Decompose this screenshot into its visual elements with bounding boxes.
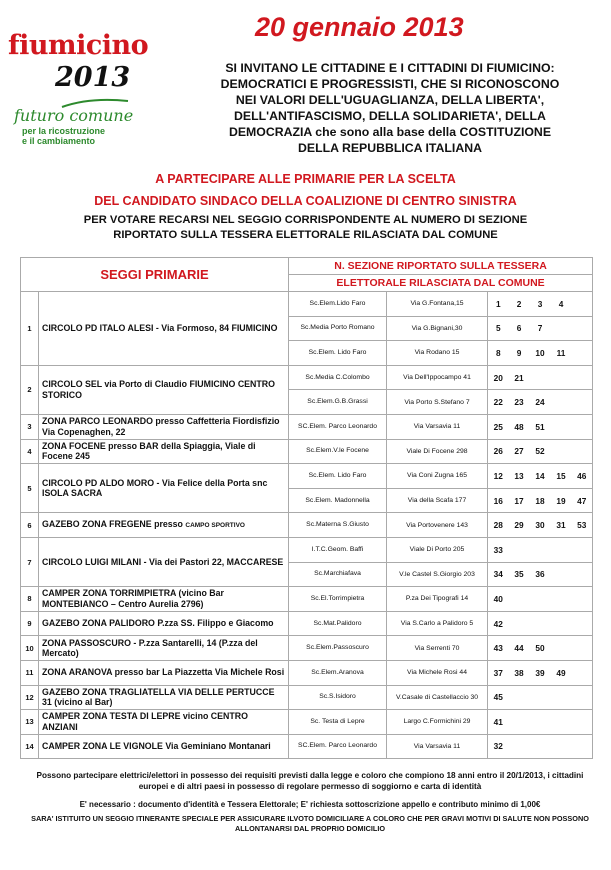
section-number: 16: [488, 488, 509, 513]
section-number: 52: [530, 439, 551, 464]
school-name: Sc.Elem.Aranova: [289, 660, 387, 685]
seggio-number: 13: [21, 710, 39, 735]
section-number: 21: [509, 365, 530, 390]
school-name: I.T.C.Geom. Baffi: [289, 537, 387, 562]
section-number: 45: [488, 685, 509, 710]
section-number: 12: [488, 464, 509, 489]
seggio-location-text: ZONA PARCO LEONARDO presso Caffetteria Fiordisfizio Via Copenaghen, 22: [42, 416, 280, 437]
seggio-number: 2: [21, 365, 39, 414]
intro-line: NEI VALORI DELL'UGUAGLIANZA, DELLA LIBERTA',: [235, 93, 545, 107]
seggio-location: [39, 734, 289, 759]
seggio-location-text: CIRCOLO PD ITALO ALESI - Via Formoso, 84 FIUMICINO: [42, 323, 278, 334]
table-row: [21, 710, 593, 735]
school-address: Via Dell'Ippocampo 41: [387, 365, 488, 390]
intro-line: DEMOCRATICI E PROGRESSISTI, CHE SI RICONOSCONO: [220, 77, 560, 91]
section-number: 41: [488, 710, 509, 735]
seggio-number: 8: [21, 587, 39, 612]
school-name: Sc.Elem.V.le Focene: [289, 439, 387, 464]
seggio-location: [39, 414, 289, 439]
section-number: [530, 734, 551, 759]
intro-line: DELL'ANTIFASCISMO, DELLA SOLIDARIETA', DELLA: [234, 109, 546, 123]
seggio-number: 9: [21, 611, 39, 636]
school-name: Sc.El.Torrimpietra: [289, 587, 387, 612]
section-number: [572, 390, 593, 415]
section-number: 10: [530, 341, 551, 366]
section-number: [509, 587, 530, 612]
section-number: [572, 537, 593, 562]
school-address: Via G.Fontana,15: [387, 292, 488, 317]
seggio-location: [39, 660, 289, 685]
section-number: [551, 562, 572, 587]
section-number: [509, 710, 530, 735]
section-number: [572, 341, 593, 366]
section-number: 26: [488, 439, 509, 464]
section-number: [509, 537, 530, 562]
intro-line: SI INVITANO LE CITTADINE E I CITTADINI DI FIUMICINO:: [225, 61, 555, 75]
school-name: SC.Elem. Parco Leonardo: [289, 734, 387, 759]
seggio-number: 6: [21, 513, 39, 538]
table-row: [21, 636, 593, 661]
seggi-table: [20, 257, 593, 759]
section-number: 48: [509, 414, 530, 439]
section-number: 44: [509, 636, 530, 661]
school-address: Via Michele Rosi 44: [387, 660, 488, 685]
seggio-location-text: CIRCOLO SEL via Porto di Claudio FIUMICINO CENTRO STORICO: [42, 379, 275, 400]
school-address: Via G.Bignani,30: [387, 316, 488, 341]
section-number: 8: [488, 341, 509, 366]
section-number: 31: [551, 513, 572, 538]
section-number: 37: [488, 660, 509, 685]
section-number: [572, 611, 593, 636]
section-number: [572, 587, 593, 612]
section-number: [572, 414, 593, 439]
intro-text: [175, 60, 605, 156]
seggio-location: [39, 537, 289, 586]
seggio-location-text: ZONA PASSOSCURO - P.zza Santarelli, 14 (P.zza del Mercato): [42, 637, 258, 659]
seggio-location-text: CAMPER ZONA TORRIMPIETRA (vicino Bar MONTEBIANCO – Centro Aurelia 2796): [42, 588, 224, 609]
seggio-location: [39, 636, 289, 661]
school-address: Via S.Carlo a Palidoro 5: [387, 611, 488, 636]
section-number: [530, 537, 551, 562]
intro-line: DEMOCRAZIA che sono alla base della COSTITUZIONE: [228, 125, 552, 139]
school-address: Viale Di Porto 205: [387, 537, 488, 562]
school-name: Sc. Testa di Lepre: [289, 710, 387, 735]
date-title: 20 gennaio 2013: [255, 12, 464, 42]
seggio-location: [39, 365, 289, 414]
section-number: 6: [509, 316, 530, 341]
section-number: [572, 660, 593, 685]
seggio-location-text: CAMPER ZONA LE VIGNOLE Via Geminiano Montanari: [42, 741, 271, 752]
section-number: [530, 611, 551, 636]
seggio-location: [39, 292, 289, 366]
footer-itinerant-seggio: SARA' ISTITUITO UN SEGGIO ITINERANTE SPECIALE PER ASSICURARE ILVOTO DOMICILIARE A COLORO CHE PER GRAVI MOTIVI DI SALUTE NON POSSONO ALLONTANARSI DAL PROPRIO DOMICILIO: [31, 814, 589, 833]
section-number: 30: [530, 513, 551, 538]
seggio-number: 11: [21, 660, 39, 685]
section-number: 29: [509, 513, 530, 538]
section-number: [509, 611, 530, 636]
seggio-location: [39, 513, 289, 538]
section-number: [572, 316, 593, 341]
section-number: 28: [488, 513, 509, 538]
seggio-number: 7: [21, 537, 39, 586]
seggio-number: 5: [21, 464, 39, 513]
school-name: Sc.Elem. Madonnella: [289, 488, 387, 513]
school-address: Via Varsavia 11: [387, 414, 488, 439]
school-name: Sc.Mat.Palidoro: [289, 611, 387, 636]
school-address: Via Coni Zugna 165: [387, 464, 488, 489]
section-number: [551, 636, 572, 661]
section-number: [572, 562, 593, 587]
table-header-sezione-2: ELETTORALE RILASCIATA DAL COMUNE: [289, 275, 593, 292]
section-number: 7: [530, 316, 551, 341]
section-number: 17: [509, 488, 530, 513]
school-address: P.za Dei Tipografi 14: [387, 587, 488, 612]
table-row: [21, 660, 593, 685]
instruction-line-2: RIPORTATO SULLA TESSERA ELETTORALE RILASCIATA DAL COMUNE: [113, 229, 498, 241]
seggio-number: 4: [21, 439, 39, 464]
logo-tagline-1: per la ricostruzione: [22, 126, 106, 136]
seggio-number: 12: [21, 685, 39, 710]
seggio-location-text: CAMPER ZONA TESTA DI LEPRE vicino CENTRO ANZIANI: [42, 711, 248, 732]
call-line-1: A PARTECIPARE ALLE PRIMARIE PER LA SCELTA: [155, 172, 456, 186]
school-address: Largo C.Formichini 29: [387, 710, 488, 735]
seggio-location-text: CIRCOLO LUIGI MILANI - Via dei Pastori 22, MACCARESE: [42, 556, 284, 567]
section-number: 50: [530, 636, 551, 661]
table-header-seggi: SEGGI PRIMARIE: [21, 258, 289, 292]
intro-line: DELLA REPUBBLICA ITALIANA: [298, 141, 482, 155]
section-number: 39: [530, 660, 551, 685]
section-number: [530, 710, 551, 735]
footer-requirements: E' necessario : documento d'identità e Tessera Elettorale; E' richiesta sottoscrizione appello e contributo minimo di 1,00€: [79, 800, 541, 809]
section-number: [572, 734, 593, 759]
section-number: 23: [509, 390, 530, 415]
school-name: Sc.Marchiafava: [289, 562, 387, 587]
seggio-location-text: CIRCOLO PD ALDO MORO - Via Felice della Porta snc ISOLA SACRA: [42, 477, 268, 499]
section-number: 13: [509, 464, 530, 489]
section-number: [551, 710, 572, 735]
section-number: [551, 587, 572, 612]
section-number: [551, 734, 572, 759]
school-address: Via Rodano 15: [387, 341, 488, 366]
section-number: [551, 390, 572, 415]
table-row: [21, 611, 593, 636]
school-address: Via Varsavia 11: [387, 734, 488, 759]
table-row: [21, 464, 593, 489]
section-number: 38: [509, 660, 530, 685]
section-number: 3: [530, 292, 551, 317]
seggio-location: [39, 464, 289, 513]
section-number: 25: [488, 414, 509, 439]
section-number: 1: [488, 292, 509, 317]
call-line-2: DEL CANDIDATO SINDACO DELLA COALIZIONE DI CENTRO SINISTRA: [94, 194, 517, 208]
table-row: [21, 513, 593, 538]
instruction-line-1: PER VOTARE RECARSI NEL SEGGIO CORRISPONDENTE AL NUMERO DI SEZIONE: [83, 214, 528, 226]
section-number: 19: [551, 488, 572, 513]
section-number: 49: [551, 660, 572, 685]
section-number: 18: [530, 488, 551, 513]
school-name: Sc.Elem. Lido Faro: [289, 464, 387, 489]
section-number: [551, 439, 572, 464]
section-number: 5: [488, 316, 509, 341]
section-number: [551, 316, 572, 341]
school-name: SC.Elem. Parco Leonardo: [289, 414, 387, 439]
school-name: Sc.Media Porto Romano: [289, 316, 387, 341]
section-number: 35: [509, 562, 530, 587]
school-name: Sc.Elem. Lido Faro: [289, 341, 387, 366]
section-number: 32: [488, 734, 509, 759]
school-name: Sc.Media C.Colombo: [289, 365, 387, 390]
section-number: [551, 537, 572, 562]
school-name: Sc.Materna S.Giusto: [289, 513, 387, 538]
section-number: [551, 414, 572, 439]
table-row: [21, 439, 593, 464]
section-number: 36: [530, 562, 551, 587]
section-number: [572, 710, 593, 735]
table-row: [21, 685, 593, 710]
school-name: Sc.S.Isidoro: [289, 685, 387, 710]
section-number: [572, 685, 593, 710]
section-number: 42: [488, 611, 509, 636]
seggio-location: [39, 710, 289, 735]
section-number: [509, 685, 530, 710]
logo-tagline-2: e il cambiamento: [22, 136, 96, 146]
section-number: [551, 611, 572, 636]
school-address: V.Casale di Castellaccio 30: [387, 685, 488, 710]
seggio-location-text: GAZEBO ZONA TRAGLIATELLA VIA DELLE PERTUCCE 31 (vicino al Bar): [42, 686, 275, 708]
section-number: 43: [488, 636, 509, 661]
school-address: V.le Castel S.Giorgio 203: [387, 562, 488, 587]
logo-year: 2013: [55, 62, 131, 93]
section-number: 33: [488, 537, 509, 562]
seggio-location-text: GAZEBO ZONA FREGENE presso: [42, 518, 186, 529]
table-header-sezione-1: N. SEZIONE RIPORTATO SULLA TESSERA: [289, 258, 593, 275]
section-number: 27: [509, 439, 530, 464]
seggio-location-text: ZONA FOCENE presso BAR della Spiaggia, Viale di Focene 245: [42, 440, 256, 462]
seggio-number: 1: [21, 292, 39, 366]
section-number: [572, 439, 593, 464]
section-number: [572, 636, 593, 661]
seggio-number: 14: [21, 734, 39, 759]
section-number: 40: [488, 587, 509, 612]
footer-eligibility: Possono partecipare elettrici/elettori in possesso dei requisiti previsti dalla legge e coloro che compiono 18 anni entro il 20/1/2013, i cittadini europei e di altri paesi in possesso di regolare permesso di soggiorno e carta di identità: [36, 771, 584, 791]
table-row: [21, 734, 593, 759]
seggio-number: 10: [21, 636, 39, 661]
section-number: 20: [488, 365, 509, 390]
section-number: [551, 365, 572, 390]
section-number: [530, 587, 551, 612]
seggio-location: [39, 685, 289, 710]
section-number: 15: [551, 464, 572, 489]
section-number: 2: [509, 292, 530, 317]
seggio-location-text: GAZEBO ZONA PALIDORO P.zza SS. Filippo e Giacomo: [42, 618, 274, 629]
school-name: Sc.Elem.Lido Faro: [289, 292, 387, 317]
section-number: [572, 292, 593, 317]
table-row: [21, 414, 593, 439]
seggio-location: [39, 439, 289, 464]
section-number: [551, 685, 572, 710]
table-row: [21, 587, 593, 612]
logo-name: fiumicino: [8, 30, 149, 61]
school-address: Viale Di Focene 298: [387, 439, 488, 464]
school-address: Via della Scafa 177: [387, 488, 488, 513]
section-number: [530, 365, 551, 390]
section-number: 46: [572, 464, 593, 489]
seggio-location-note: CAMPO SPORTIVO: [185, 521, 245, 529]
school-address: Via Porto S.Stefano 7: [387, 390, 488, 415]
table-row: [21, 292, 593, 317]
table-row: [21, 537, 593, 562]
section-number: 14: [530, 464, 551, 489]
section-number: 24: [530, 390, 551, 415]
section-number: [572, 365, 593, 390]
school-address: Via Portovenere 143: [387, 513, 488, 538]
section-number: [509, 734, 530, 759]
seggio-location: [39, 611, 289, 636]
school-name: Sc.Elem.Passoscuro: [289, 636, 387, 661]
seggio-location-text: ZONA ARANOVA presso bar La Piazzetta Via Michele Rosi: [42, 667, 285, 678]
section-number: 51: [530, 414, 551, 439]
section-number: 34: [488, 562, 509, 587]
section-number: 47: [572, 488, 593, 513]
school-address: Via Serrenti 70: [387, 636, 488, 661]
section-number: 22: [488, 390, 509, 415]
section-number: 11: [551, 341, 572, 366]
logo-subtitle: futuro comune: [14, 106, 134, 125]
section-number: [530, 685, 551, 710]
seggio-location: [39, 587, 289, 612]
seggio-number: 3: [21, 414, 39, 439]
table-row: [21, 365, 593, 390]
section-number: 4: [551, 292, 572, 317]
section-number: 53: [572, 513, 593, 538]
section-number: 9: [509, 341, 530, 366]
school-name: Sc.Elem.G.B.Grassi: [289, 390, 387, 415]
